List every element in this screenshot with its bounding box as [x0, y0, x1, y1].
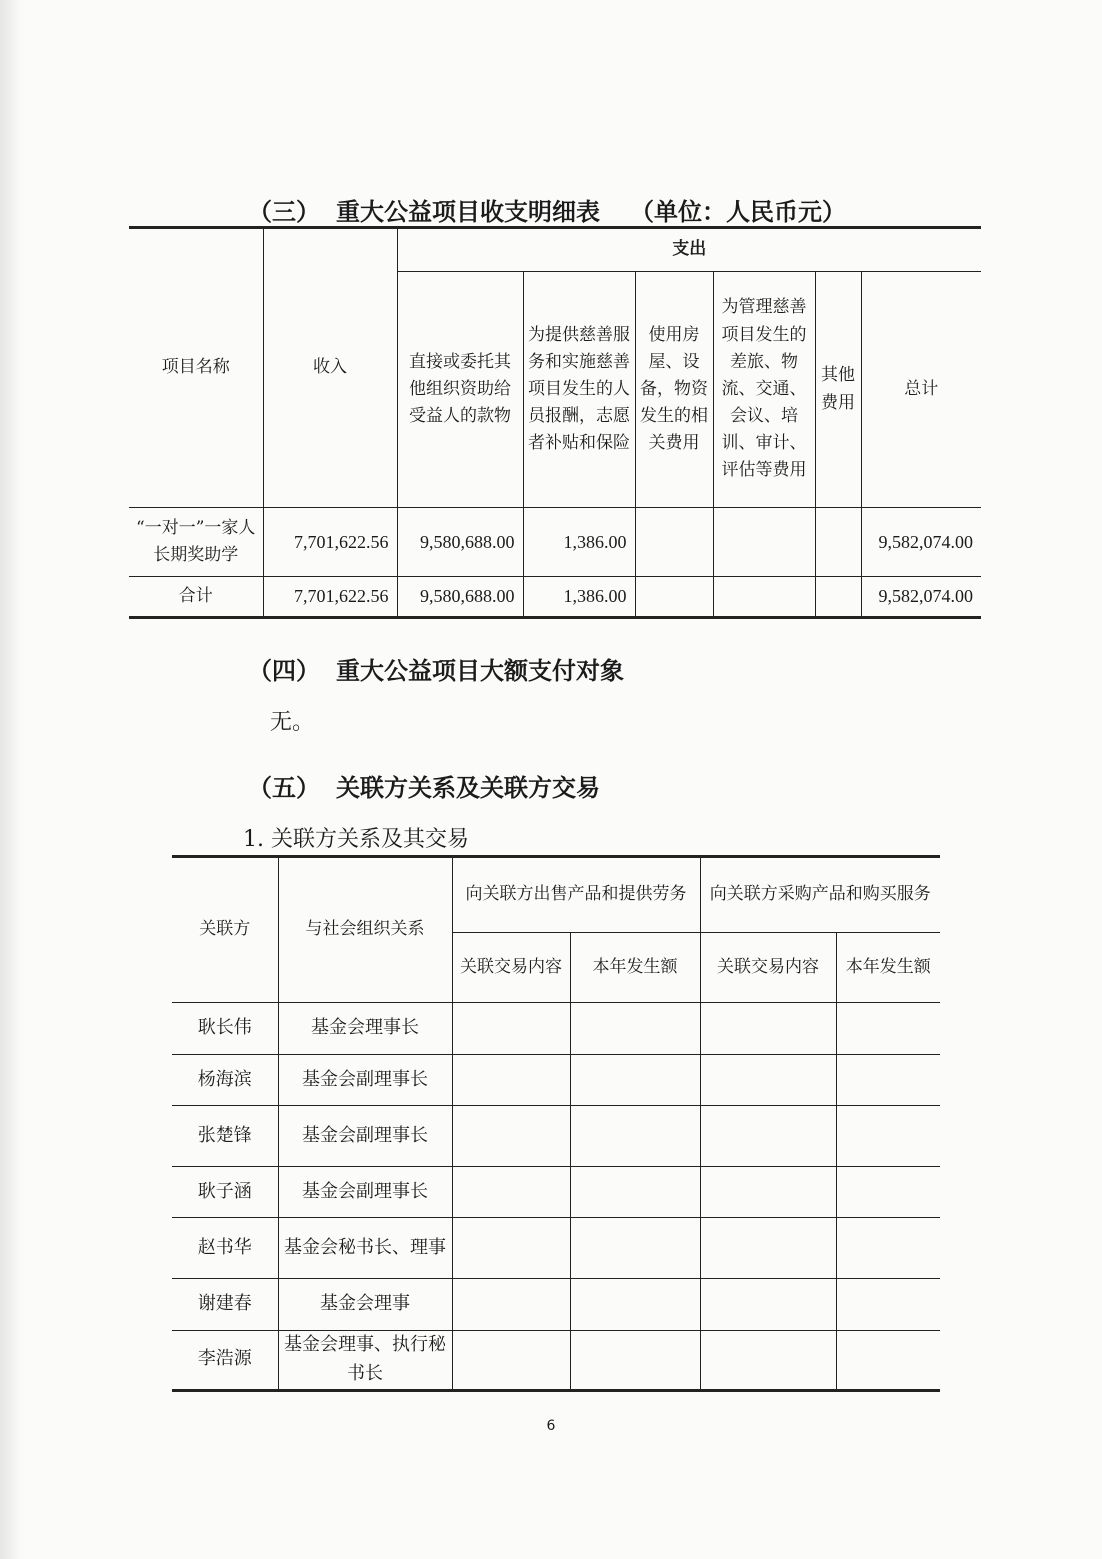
section4-title: 重大公益项目大额支付对象: [336, 657, 624, 685]
income-value: 7,701,622.56: [263, 577, 397, 618]
related-party-table: [172, 855, 940, 1392]
page-number: 6: [546, 1418, 556, 1434]
section4-content: 无。: [270, 710, 315, 735]
table-row: [172, 1167, 940, 1218]
buy-amount-cell: [836, 1055, 940, 1106]
other-value: [815, 508, 861, 577]
sell-amount-cell: [570, 1279, 700, 1331]
sell-content-cell: [452, 1055, 570, 1106]
related-party-name: 杨海滨: [172, 1055, 278, 1106]
header-buy-content: 关联交易内容: [700, 933, 836, 1003]
relation-value: 基金会理事、执行秘书长: [278, 1331, 452, 1391]
section5-subtitle: 1. 关联方关系及其交易: [243, 827, 469, 852]
management-value: [713, 508, 815, 577]
section3-number: （三）: [248, 198, 320, 226]
relation-value: 基金会副理事长: [278, 1055, 452, 1106]
buy-amount-cell: [836, 1167, 940, 1218]
header-direct-aid: 直接或委托其他组织资助给受益人的款物: [397, 272, 523, 508]
header-management-costs: 为管理慈善项目发生的差旅、物流、交通、会议、培训、审计、评估等费用: [713, 272, 815, 508]
header-housing-equipment: 使用房屋、设备，物资发生的相关费用: [635, 272, 713, 508]
buy-content-cell: [700, 1331, 836, 1391]
header-sell-group: 向关联方出售产品和提供劳务: [452, 857, 700, 933]
relation-value: 基金会秘书长、理事: [278, 1218, 452, 1279]
sell-content-cell: [452, 1279, 570, 1331]
header-personnel: 为提供慈善服务和实施慈善项目发生的人员报酬，志愿者补贴和保险: [523, 272, 635, 508]
personnel-value: 1,386.00: [523, 508, 635, 577]
related-party-name: 张楚锋: [172, 1106, 278, 1167]
sell-amount-cell: [570, 1055, 700, 1106]
table-row: [172, 1331, 940, 1391]
project-income-expense-table: [129, 226, 981, 619]
table-row: [129, 508, 981, 577]
management-value: [713, 577, 815, 618]
sell-content-cell: [452, 1331, 570, 1391]
relation-value: 基金会理事: [278, 1279, 452, 1331]
section5-title: 关联方关系及关联方交易: [336, 774, 600, 802]
direct-aid-value: 9,580,688.00: [397, 508, 523, 577]
related-party-name: 李浩源: [172, 1331, 278, 1391]
buy-amount-cell: [836, 1279, 940, 1331]
header-other: 其他费用: [815, 272, 861, 508]
buy-content-cell: [700, 1055, 836, 1106]
project-name: “一对一”一家人长期奖助学: [129, 508, 263, 577]
section4-heading: [248, 651, 624, 686]
relation-value: 基金会副理事长: [278, 1106, 452, 1167]
header-buy-amount: 本年发生额: [836, 933, 940, 1003]
direct-aid-value: 9,580,688.00: [397, 577, 523, 618]
sell-content-cell: [452, 1003, 570, 1055]
header-expense: 支出: [397, 228, 981, 272]
scan-edge-shadow: [0, 0, 22, 1559]
table-row: [172, 1106, 940, 1167]
relation-value: 基金会副理事长: [278, 1167, 452, 1218]
other-value: [815, 577, 861, 618]
table-row: [172, 1055, 940, 1106]
sell-amount-cell: [570, 1167, 700, 1218]
header-sell-amount: 本年发生额: [570, 933, 700, 1003]
sell-amount-cell: [570, 1106, 700, 1167]
section3-unit: （单位：人民币元）: [630, 198, 846, 226]
header-project-name: 项目名称: [129, 228, 263, 508]
related-party-name: 耿长伟: [172, 1003, 278, 1055]
buy-amount-cell: [836, 1331, 940, 1391]
buy-content-cell: [700, 1106, 836, 1167]
buy-content-cell: [700, 1003, 836, 1055]
related-party-name: 赵书华: [172, 1218, 278, 1279]
total-value: 9,582,074.00: [861, 577, 981, 618]
sell-amount-cell: [570, 1218, 700, 1279]
housing-value: [635, 508, 713, 577]
sell-content-cell: [452, 1218, 570, 1279]
header-income: 收入: [263, 228, 397, 508]
header-relation: 与社会组织关系: [278, 857, 452, 1003]
table-row: [172, 1279, 940, 1331]
sell-amount-cell: [570, 1003, 700, 1055]
buy-amount-cell: [836, 1218, 940, 1279]
buy-content-cell: [700, 1279, 836, 1331]
header-buy-group: 向关联方采购产品和购买服务: [700, 857, 940, 933]
section3-heading: [248, 192, 846, 227]
income-value: 7,701,622.56: [263, 508, 397, 577]
table-row: [172, 1003, 940, 1055]
section5-number: （五）: [248, 774, 320, 802]
section5-heading: [248, 768, 600, 803]
buy-content-cell: [700, 1218, 836, 1279]
total-row-label: 合计: [129, 577, 263, 618]
section3-title: 重大公益项目收支明细表: [336, 198, 600, 226]
related-party-name: 耿子涵: [172, 1167, 278, 1218]
sell-amount-cell: [570, 1331, 700, 1391]
header-total: 总计: [861, 272, 981, 508]
sell-content-cell: [452, 1106, 570, 1167]
table-row-total: [129, 577, 981, 618]
buy-amount-cell: [836, 1003, 940, 1055]
housing-value: [635, 577, 713, 618]
personnel-value: 1,386.00: [523, 577, 635, 618]
total-value: 9,582,074.00: [861, 508, 981, 577]
table-row: [172, 1218, 940, 1279]
related-party-name: 谢建春: [172, 1279, 278, 1331]
relation-value: 基金会理事长: [278, 1003, 452, 1055]
header-related-party: 关联方: [172, 857, 278, 1003]
buy-amount-cell: [836, 1106, 940, 1167]
buy-content-cell: [700, 1167, 836, 1218]
header-sell-content: 关联交易内容: [452, 933, 570, 1003]
section4-number: （四）: [248, 657, 320, 685]
sell-content-cell: [452, 1167, 570, 1218]
